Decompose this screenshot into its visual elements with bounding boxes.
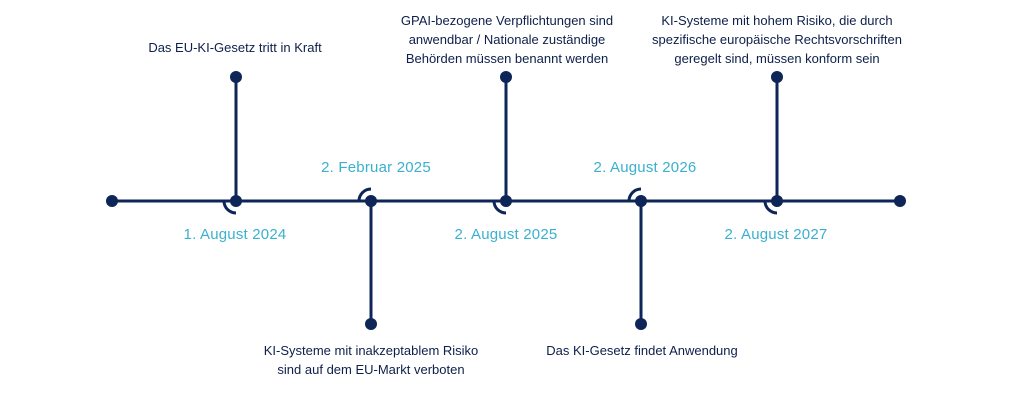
milestone-5-description-line-1: KI-Systeme mit hohem Risiko, die durch bbox=[661, 13, 893, 28]
milestone-4-connector bbox=[629, 189, 647, 330]
milestone-5-description bbox=[622, 11, 932, 68]
milestone-5-connector bbox=[765, 71, 783, 213]
milestone-5-axis-dot bbox=[771, 195, 783, 207]
milestone-2-description bbox=[231, 341, 511, 379]
milestone-3-description-line-1: GPAI-bezogene Verpflichtungen sind bbox=[400, 13, 614, 28]
milestone-4-axis-dot bbox=[635, 195, 647, 207]
milestone-3-connector bbox=[494, 71, 512, 213]
milestone-5-description-line-2: spezifische europäische Rechtsvorschriften bbox=[651, 32, 902, 47]
milestone-3-axis-dot bbox=[500, 195, 512, 207]
milestone-1-description bbox=[115, 38, 355, 57]
timeline-end-dot bbox=[894, 195, 906, 207]
milestone-5-end-dot bbox=[771, 71, 783, 83]
milestone-3-date: 2. August 2025 bbox=[454, 226, 558, 243]
milestone-4-description-line-1: Das KI-Gesetz findet Anwendung bbox=[546, 343, 738, 358]
milestone-2-description-line-1: KI-Systeme mit inakzeptablem Risiko bbox=[263, 343, 479, 358]
milestone-3-description bbox=[362, 11, 652, 68]
milestone-2-end-dot bbox=[365, 318, 377, 330]
milestone-4-end-dot bbox=[635, 318, 647, 330]
milestone-4-description bbox=[512, 341, 772, 360]
timeline-start-dot bbox=[106, 195, 118, 207]
milestone-1-axis-dot bbox=[230, 195, 242, 207]
milestone-2-axis-dot bbox=[365, 195, 377, 207]
milestone-3-description-line-3: Behörden müssen benannt werden bbox=[405, 51, 609, 66]
milestone-5-date: 2. August 2027 bbox=[724, 226, 828, 243]
milestone-1-connector bbox=[224, 71, 242, 213]
milestone-1-date: 1. August 2024 bbox=[183, 226, 287, 243]
milestone-1-end-dot bbox=[230, 71, 242, 83]
milestone-1-description-line-1: Das EU-KI-Gesetz tritt in Kraft bbox=[148, 40, 322, 55]
milestone-3-end-dot bbox=[500, 71, 512, 83]
milestone-3-description-line-2: anwendbar / Nationale zuständige bbox=[408, 32, 606, 47]
milestone-4-date: 2. August 2026 bbox=[593, 159, 697, 176]
milestone-2-description-line-2: sind auf dem EU-Markt verboten bbox=[277, 362, 465, 377]
milestone-2-connector bbox=[359, 189, 377, 330]
milestone-2-date: 2. Februar 2025 bbox=[321, 159, 431, 176]
milestone-5-description-line-3: geregelt sind, müssen konform sein bbox=[674, 51, 880, 66]
